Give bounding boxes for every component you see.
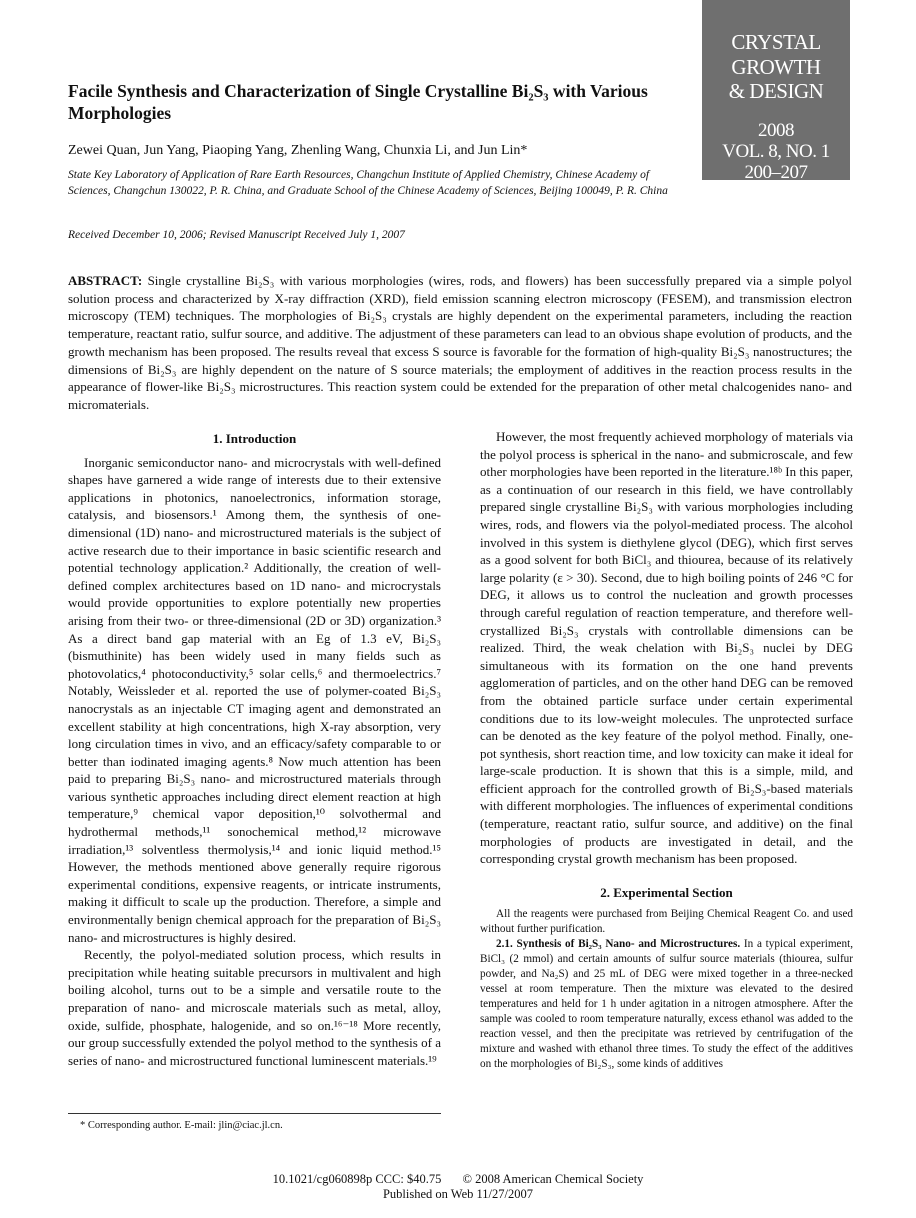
journal-badge: [702, 0, 850, 183]
affiliation: State Key Laboratory of Application of Rare Earth Resources, Changchun Institute of Applied Chemistry, Chinese Academy of Sciences, Changchun 130022, P. R. China, and Graduate School of the Chinese Academy of Sciences, Beijing 100049, P. R. China: [68, 169, 668, 197]
subsection-heading: 2.1. Synthesis of Bi₂S₃ Nano- and Microstructures.: [496, 938, 741, 951]
footnote-rule: [68, 1113, 441, 1114]
right-column: [480, 428, 853, 1072]
paper-title: Facile Synthesis and Characterization of Single Crystalline Bi₂S₃ with Various Morphologies: [68, 81, 648, 123]
abstract: [68, 272, 852, 414]
footnote: * Corresponding author. E-mail: jlin@ciac.jl.cn.: [80, 1120, 283, 1131]
volume-info: 2008 VOL. 8, NO. 1 200–207: [722, 119, 830, 183]
abstract-label: ABSTRACT:: [68, 273, 143, 288]
paragraph: All the reagents were purchased from Beijing Chemical Reagent Co. and used without further purification.: [480, 908, 853, 936]
received-dates: Received December 10, 2006; Revised Manuscript Received July 1, 2007: [68, 229, 405, 241]
paragraph: Recently, the polyol-mediated solution process, which results in precipitation while heating suitable precursors in multivalent and high boiling alcohol, turns out to be a simple and versatile route to the preparation of nano- and microscale materials such as metal, alloy, oxide, sulfide, phosphate, halogenide, and so on.¹⁶⁻¹⁸ More recently, our group successfully extended the polyol method to the synthesis of a series of nano- and microstructured functional luminescent materials.¹⁹: [68, 947, 441, 1068]
section-heading-experimental: 2. Experimental Section: [600, 884, 733, 900]
doi: 10.1021/cg060898p CCC: $40.75: [272, 1172, 442, 1186]
section-heading-introduction: 1. Introduction: [212, 431, 297, 446]
experimental-text: [480, 907, 853, 1072]
paragraph: 2.1. Synthesis of Bi₂S₃ Nano- and Microstructures. In a typical experiment, BiCl₃ (2 mmol) and certain amounts of sulfur source materials (thiourea, sulfur powder, and Na₂S) and 25 mL of DEG were mixed together in a three-necked vessel at room temperature. Then the mixture was elevated to the desired temperatures and held for 1 h under agitation in a nitrogen atmosphere. After the sample was cooled to room temperature naturally, excess ethanol was added to the reaction vessel, and then the precipitate was retrieved by centrifugation of the mixture and washed with ethanol three times. To study the effect of the additives on the morphologies of Bi₂S₃, some kinds of additives: [480, 938, 853, 1071]
journal-name: CRYSTAL GROWTH & DESIGN: [728, 30, 824, 103]
left-column: [68, 428, 441, 1069]
paragraph: Inorganic semiconductor nano- and microcrystals with well-defined shapes have garnered a wide range of interests due to their extensive applications in photonics, nanoelectronics, information storage, catalysis, and biosensors.¹ Among them, the synthesis of one-dimensional (1D) nano- and microstructured materials is the subject of active research due to their importance in basic scientific research and potential technology application.² Additionally, the creation of well-defined complex architectures based on 1D nano- and microcrystals would provide opportunities to explore potentially new properties arising from their two- or three-dimensional (2D or 3D) organization.³ As a direct band gap material with an Eg of 1.3 eV, Bi₂S₃ (bismuthinite) has been widely used in many fields such as photovolatics,⁴ photoconductivity,⁵ solar cells,⁶ and thermoelectrics.⁷ Notably, Weissleder et al. reported the use of polymer-coated Bi₂S₃ nanocrystals as an injectable CT imaging agent and demonstrated an excellent stability at high concentrations, high X-ray absorption, very long circulation times in vivo, and an efficacy/safety comparable to or better than iodinated imaging agents.⁸ Now much attention has been paid to preparing Bi₂S₃ nano- and microstructured materials through various synthetic approaches including direct element reaction at high temperature,⁹ chemical vapor deposition,¹⁰ solvothermal and hydrothermal methods,¹¹ sonochemical method,¹² microwave irradiation,¹³ solventless thermolysis,¹⁴ and ionic liquid method.¹⁵ However, the methods mentioned above generally require rigorous experimental conditions, expensive reagents, or intricate instruments, making it difficult to scale up the production. Therefore, a simple and environmentally benign chemical approach for the preparation of Bi₂S₃ nano- and microstructures is highly desired.: [68, 454, 441, 945]
published-date: Published on Web 11/27/2007: [382, 1187, 534, 1201]
abstract-text: Single crystalline Bi₂S₃ with various morphologies (wires, rods, and flowers) has been successfully prepared via a simple polyol solution process and characterized by X-ray diffraction (XRD), field emission scanning electron microscopy (FESEM), and transmission electron microscopy (TEM) techniques. The morphologies of Bi₂S₃ crystals are highly dependent on the experimental parameters, including the reaction temperature, reactant ratio, sulfur source, and additive. The adjustment of these parameters can lead to an obvious shape evolution of products, and the growth mechanism has been proposed. The results reveal that excess S source is favorable for the formation of high-quality Bi₂S₃ nanostructures; the dimensions of Bi₂S₃ are highly dependent on the nature of S source materials; the employment of additives in the reaction process results in the appearance of flower-like Bi₂S₃ microstructures. This reaction system could be extended for the preparation of other metal chalcogenides nano- and micromaterials.: [68, 273, 853, 412]
author-list: Zewei Quan, Jun Yang, Piaoping Yang, Zhenling Wang, Chunxia Li, and Jun Lin*: [68, 143, 528, 158]
paragraph: However, the most frequently achieved morphology of materials via the polyol process is spherical in the nano- and submicroscale, and few other morphologies have been reported in the literature.¹⁸ᵇ In this paper, as a continuation of our research in this field, we have controllably prepared single crystalline Bi₂S₃ with various morphologies including wires, rods, and flowers via the polyol-mediated process. The alcohol involved in this system is diethylene glycol (DEG), which first serves as a good solvent for both BiCl₃ and thiourea, because of its relatively large polarity (ε > 30). Second, due to high boiling points of 246 °C for DEG, it allows us to control the nucleation and growth processes through careful regulation of reaction temperature, and therefore well-crystallized Bi₂S₃ crystals with controllable dimensions can be realized. Third, the weak chelation with Bi₂S₃ nuclei by DEG simultaneous with its formation on the one hand prevents agglomeration of particles, and on the other hand DEG can be removed from the obtained particle surface under certain experimental conditions due to its low-weight molecules. The unprotected surface can be denoted as the key feature of the polyol method. Finally, one-pot synthesis, short reaction time, and low toxicity can make it ideal for large-scale production. It is shown that this is a simple, mild, and efficient approach for the controlled growth of Bi₂S₃-based materials with different morphologies. The influences of experimental conditions (temperature, reactant ratio, sulfur source, and additive) on the final morphologies of products are investigated in detail, and the corresponding crystal growth mechanism has been proposed.: [480, 429, 853, 867]
doi-line: [0, 1172, 916, 1187]
copyright: © 2008 American Chemical Society: [462, 1172, 644, 1186]
